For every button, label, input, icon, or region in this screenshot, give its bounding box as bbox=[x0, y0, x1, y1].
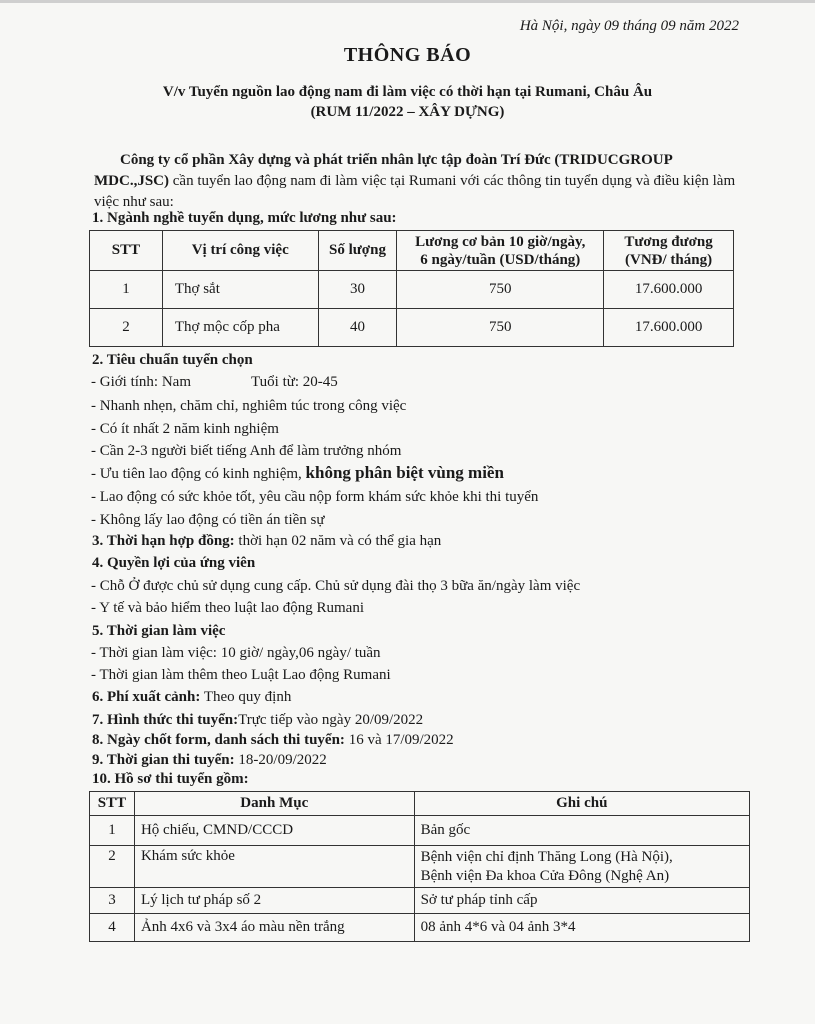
header-quantity: Số lượng bbox=[318, 231, 397, 271]
section-6-value: Theo quy định bbox=[200, 689, 292, 705]
gender-text: - Giới tính: Nam bbox=[91, 374, 192, 390]
company-name: Công ty cổ phần Xây dựng và phát triển nhân lực tập đoàn Trí Đức (TRIDUCGROUP MDC.,JSC) bbox=[94, 152, 672, 189]
documents-table-header bbox=[90, 792, 750, 816]
section-8 bbox=[92, 730, 454, 750]
intro-paragraph bbox=[94, 150, 744, 213]
table-row bbox=[90, 914, 750, 942]
row-stt: 2 bbox=[90, 846, 135, 888]
section-10-heading: 10. Hồ sơ thi tuyển gồm: bbox=[92, 771, 249, 787]
section-1-heading: 1. Ngành nghề tuyển dụng, mức lương như sau: bbox=[92, 210, 397, 226]
header-salary-line-2: 6 ngày/tuần (USD/tháng) bbox=[420, 251, 581, 268]
jobs-table-header bbox=[90, 231, 734, 271]
section-9 bbox=[92, 750, 327, 770]
top-border bbox=[0, 0, 815, 3]
benefit-item: - Y tế và bảo hiểm theo luật lao động Rumani bbox=[91, 600, 364, 616]
row-salary: 750 bbox=[397, 271, 604, 309]
priority-text: - Ưu tiên lao động có kinh nghiệm, bbox=[91, 466, 306, 482]
row-item: Khám sức khỏe bbox=[134, 846, 414, 888]
header-stt: STT bbox=[90, 231, 163, 271]
age-text: Tuổi từ: 20-45 bbox=[251, 374, 338, 390]
header-equivalent-line-2: (VNĐ/ tháng) bbox=[625, 251, 713, 268]
row-stt: 1 bbox=[90, 816, 135, 846]
table-row bbox=[90, 271, 734, 309]
row-salary: 750 bbox=[397, 309, 604, 347]
section-6 bbox=[92, 687, 291, 707]
criteria-item: - Nhanh nhẹn, chăm chỉ, nghiêm túc trong công việc bbox=[91, 398, 407, 414]
criteria-item: - Có ít nhất 2 năm kinh nghiệm bbox=[91, 421, 279, 437]
section-4-heading: 4. Quyền lợi của ứng viên bbox=[92, 555, 256, 571]
benefit-item: - Chỗ Ở được chủ sử dụng cung cấp. Chủ sử dụng đài thọ 3 bữa ăn/ngày làm việc bbox=[91, 578, 581, 594]
priority-bold-text: không phân biệt vùng miền bbox=[305, 463, 504, 482]
section-3-value: thời hạn 02 năm và có thể gia hạn bbox=[234, 533, 442, 549]
row-note: 08 ảnh 4*6 và 04 ảnh 3*4 bbox=[414, 914, 749, 942]
criteria-item bbox=[91, 463, 504, 484]
section-3-label: 3. Thời hạn hợp đồng: bbox=[92, 533, 235, 549]
section-8-value: 16 và 17/09/2022 bbox=[344, 732, 454, 748]
section-7-value: Trực tiếp vào ngày 20/09/2022 bbox=[238, 712, 424, 728]
row-note-line-1: Bệnh viện chỉ định Thăng Long (Hà Nội), bbox=[420, 848, 673, 865]
section-3 bbox=[92, 531, 441, 551]
document-title: THÔNG BÁO bbox=[343, 44, 472, 66]
header-item: Danh Mục bbox=[134, 792, 414, 816]
header-stt: STT bbox=[90, 792, 135, 816]
header-position: Vị trí công việc bbox=[162, 231, 318, 271]
gender-line bbox=[91, 372, 338, 392]
criteria-item: - Lao động có sức khỏe tốt, yêu cầu nộp form khám sức khỏe khi thi tuyển bbox=[91, 489, 539, 505]
section-5-heading: 5. Thời gian làm việc bbox=[92, 623, 226, 639]
section-7 bbox=[92, 710, 423, 730]
table-row bbox=[90, 309, 734, 347]
work-time-item: - Thời gian làm thêm theo Luật Lao động Rumani bbox=[91, 667, 391, 683]
section-9-value: 18-20/09/2022 bbox=[234, 752, 327, 768]
documents-table bbox=[89, 791, 750, 942]
table-row bbox=[90, 888, 750, 914]
header-equivalent bbox=[604, 231, 734, 271]
row-note: Sở tư pháp tỉnh cấp bbox=[414, 888, 749, 914]
header-salary-line-1: Lương cơ bản 10 giờ/ngày, bbox=[415, 233, 586, 250]
intro-text: cần tuyển lao động nam đi làm việc tại Rumani với các thông tin tuyển dụng và điều kiện làm việc như sau: bbox=[94, 173, 736, 210]
work-time-item: - Thời gian làm việc: 10 giờ/ ngày,06 ngày/ tuần bbox=[91, 645, 381, 661]
row-stt: 1 bbox=[90, 271, 163, 309]
criteria-item: - Không lấy lao động có tiền án tiền sự bbox=[91, 512, 325, 528]
row-note-line-2: Bệnh viện Đa khoa Cửa Đông (Nghệ An) bbox=[420, 867, 670, 884]
row-item: Hộ chiếu, CMND/CCCD bbox=[134, 816, 414, 846]
section-7-label: 7. Hình thức thi tuyển: bbox=[92, 712, 239, 728]
row-note bbox=[414, 846, 749, 888]
row-note: Bản gốc bbox=[414, 816, 749, 846]
row-equivalent: 17.600.000 bbox=[604, 309, 734, 347]
document-subtitle: V/v Tuyển nguồn lao động nam đi làm việc có thời hạn tại Rumani, Châu Âu bbox=[162, 84, 653, 100]
section-8-label: 8. Ngày chốt form, danh sách thi tuyển: bbox=[92, 732, 345, 748]
row-position: Thợ mộc cốp pha bbox=[162, 309, 318, 347]
row-equivalent: 17.600.000 bbox=[604, 271, 734, 309]
document-date: Hà Nội, ngày 09 tháng 09 năm 2022 bbox=[519, 18, 739, 34]
row-stt: 2 bbox=[90, 309, 163, 347]
section-2-heading: 2. Tiêu chuẩn tuyển chọn bbox=[92, 352, 253, 368]
document-code: (RUM 11/2022 – XÂY DỰNG) bbox=[310, 104, 505, 120]
header-equivalent-line-1: Tương đương bbox=[624, 233, 713, 250]
table-row bbox=[90, 816, 750, 846]
header-salary bbox=[397, 231, 604, 271]
section-6-label: 6. Phí xuất cảnh: bbox=[92, 689, 201, 705]
row-item: Ảnh 4x6 và 3x4 áo màu nền trắng bbox=[134, 914, 414, 942]
criteria-item: - Cần 2-3 người biết tiếng Anh để làm trưởng nhóm bbox=[91, 443, 402, 459]
table-row bbox=[90, 846, 750, 888]
row-stt: 4 bbox=[90, 914, 135, 942]
jobs-table bbox=[89, 230, 734, 347]
row-position: Thợ sắt bbox=[162, 271, 318, 309]
row-stt: 3 bbox=[90, 888, 135, 914]
section-9-label: 9. Thời gian thi tuyển: bbox=[92, 752, 235, 768]
row-quantity: 30 bbox=[318, 271, 397, 309]
row-item: Lý lịch tư pháp số 2 bbox=[134, 888, 414, 914]
row-quantity: 40 bbox=[318, 309, 397, 347]
header-note: Ghi chú bbox=[414, 792, 749, 816]
